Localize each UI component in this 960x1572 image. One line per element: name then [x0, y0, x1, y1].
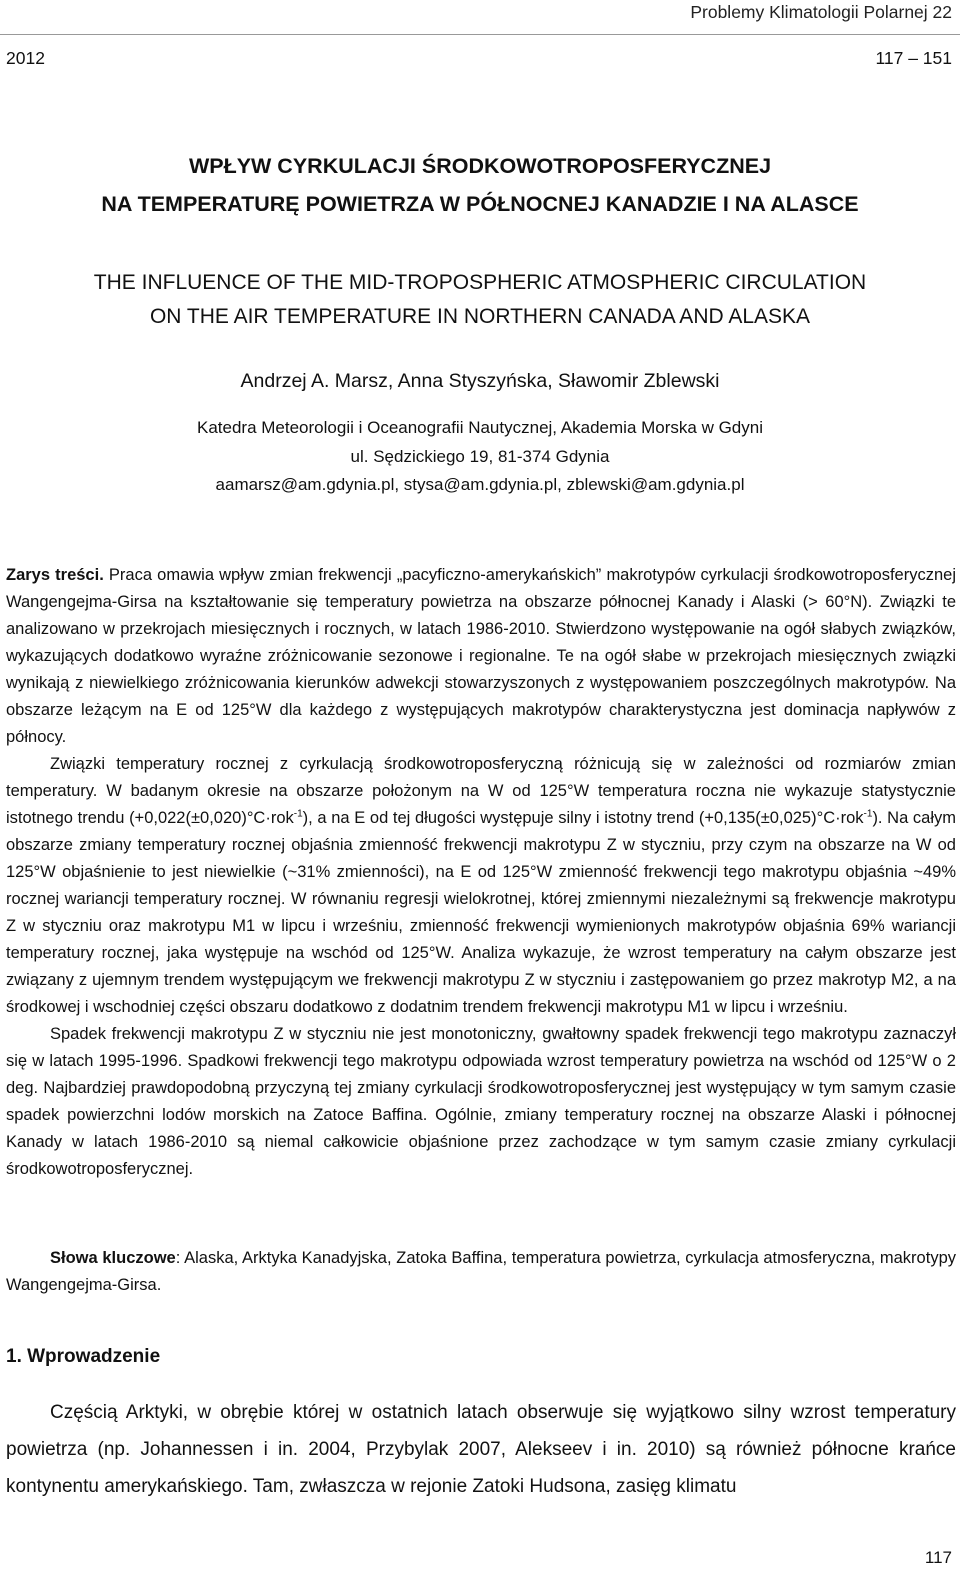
affiliation	[0, 414, 960, 500]
year: 2012	[6, 48, 45, 68]
header-rule	[0, 34, 960, 35]
affiliation-emails[interactable]: aamarsz@am.gdynia.pl, stysa@am.gdynia.pl, zblewski@am.gdynia.pl	[215, 475, 745, 494]
abstract-paragraph	[6, 751, 956, 1021]
abstract-label: Zarys treści.	[6, 566, 104, 584]
title-english-line: THE INFLUENCE OF THE MID-TROPOSPHERIC ATMOSPHERIC CIRCULATION	[93, 271, 867, 294]
superscript: -1	[863, 808, 873, 820]
section-heading: 1. Wprowadzenie	[6, 1346, 161, 1367]
title-english	[0, 266, 960, 334]
authors: Andrzej A. Marsz, Anna Styszyńska, Sławomir Zblewski	[240, 370, 720, 392]
abstract-text: ), a na E od tej długości występuje silny i istotny trend (+0,135(±0,025)°C·rok	[302, 809, 864, 827]
abstract-text: Praca omawia wpływ zmian frekwencji „pacyficzno-amerykańskich” makrotypów cyrkulacji środkowotroposferycznej Wangengejma-Girsa na kształtowanie się temperatury powietrza na obszarze północnej Kanady i Alaski (> 60°N). Związki te analizowano w przekrojach miesięcznych i rocznych, w latach 1986-2010. Stwierdzono występowanie na ogół słabych związków, wykazujących dodatkowo wyraźne zróżnicowanie sezonowe i regionalne. Te na ogół słabe w przekrojach miesięcznych związki wynikają z niewielkiego zróżnicowania kierunków adwekcji stowarzyszonych z występowaniem poszczególnych makrotypów. Na obszarze leżącym na E od 125°W dla każdego z występujących makrotypów charakterystyczna jest dominacja napływów z północy.	[6, 566, 956, 746]
keywords-label: Słowa kluczowe	[50, 1249, 176, 1267]
title-polish	[0, 147, 960, 223]
abstract-paragraph	[6, 562, 956, 751]
abstract	[6, 562, 956, 1183]
abstract-text: Związki temperatury rocznej z cyrkulacją środkowotroposferyczną różnicują się w zależności od rozmiarów zmian temperatury. W badanym okresie na obszarze położonym na W od 125°W temperatura roczna nie wykazuje statystycznie istotnego trendu (+0,022(±0,020)°C·rok	[6, 755, 956, 827]
title-polish-line: WPŁYW CYRKULACJI ŚRODKOWOTROPOSFERYCZNEJ	[188, 154, 772, 178]
superscript: -1	[293, 808, 303, 820]
title-english-line: ON THE AIR TEMPERATURE IN NORTHERN CANADA AND ALASKA	[149, 305, 811, 328]
keywords	[6, 1245, 956, 1299]
abstract-paragraph: Spadek frekwencji makrotypu Z w styczniu nie jest monotoniczny, gwałtowny spadek frekwencji tego makrotypu zaznaczył się w latach 1995-1996. Spadkowi frekwencji tego makrotypu odpowiada wzrost temperatury powietrza na wschód od 125°W o 2 deg. Najbardziej prawdopodobną przyczyną tej zmiany cyrkulacji środkowotroposferycznej jest występujący w tym samym czasie spadek powierzchni lodów morskich na Zatoce Baffina. Ogólnie, zmiany temperatury rocznej na obszarze Alaski i północnej Kanady w latach 1986-2010 są niemal całkowicie objaśnione przez zachodzące w tym samym czasie zmiany cyrkulacji środkowotroposferycznej.	[6, 1025, 956, 1178]
keywords-text: : Alaska, Arktyka Kanadyjska, Zatoka Baffina, temperatura powietrza, cyrkulacja atmosferyczna, makrotypy Wangengejma-Girsa.	[6, 1249, 956, 1294]
intro-paragraph: Częścią Arktyki, w obrębie której w ostatnich latach obserwuje się wyjątkowo silny wzrost temperatury powietrza (np. Johannessen i in. 2004, Przybylak 2007, Alekseev i in. 2010) są również północne krańce kontynentu amerykańskiego. Tam, zwłaszcza w rejonie Zatoki Hudsona, zasięg klimatu	[6, 1402, 956, 1497]
affiliation-address: ul. Sędzickiego 19, 81-374 Gdynia	[350, 446, 610, 466]
page-number: 117	[924, 1548, 952, 1567]
affiliation-institution: Katedra Meteorologii i Oceanografii Nautycznej, Akademia Morska w Gdyni	[197, 418, 763, 437]
title-polish-line: NA TEMPERATURĘ POWIETRZA W PÓŁNOCNEJ KANADZIE I NA ALASCE	[101, 192, 859, 216]
page-range: 117 – 151	[875, 48, 952, 68]
abstract-text: ). Na całym obszarze zmiany temperatury rocznej objaśnia zmienność frekwencji makrotypu Z w styczniu, przy czym na obszarze na W od 125°W objaśnienie to jest niewielkie (~31% zmienności), na E od 125°W zmienność frekwencji tego makrotypu objaśnia ~49% rocznej wariancji temperatury rocznej. W równaniu regresji wielokrotnej, której zmiennymi niezależnymi są frekwencje makrotypu Z w styczniu oraz makrotypu M1 w lipcu i wrześniu, zmienność frekwencji wymienionych makrotypów objaśnia 69% wariancji temperatury rocznej, jaka występuje na wschód od 125°W. Analiza wykazuje, że wzrost temperatury na całym obszarze jest związany z ujemnym trendem występującym we frekwencji makrotypu Z w styczniu i zastępowaniem go przez makrotyp M2, a na środkowej i wschodniej części obszaru dodatkowo z dodatnim trendem frekwencji makrotypu M1 w lipcu i wrześniu.	[6, 809, 957, 1016]
introduction	[6, 1394, 956, 1505]
journal-name: Problemy Klimatologii Polarnej 22	[690, 2, 952, 22]
keywords-paragraph	[6, 1245, 956, 1299]
